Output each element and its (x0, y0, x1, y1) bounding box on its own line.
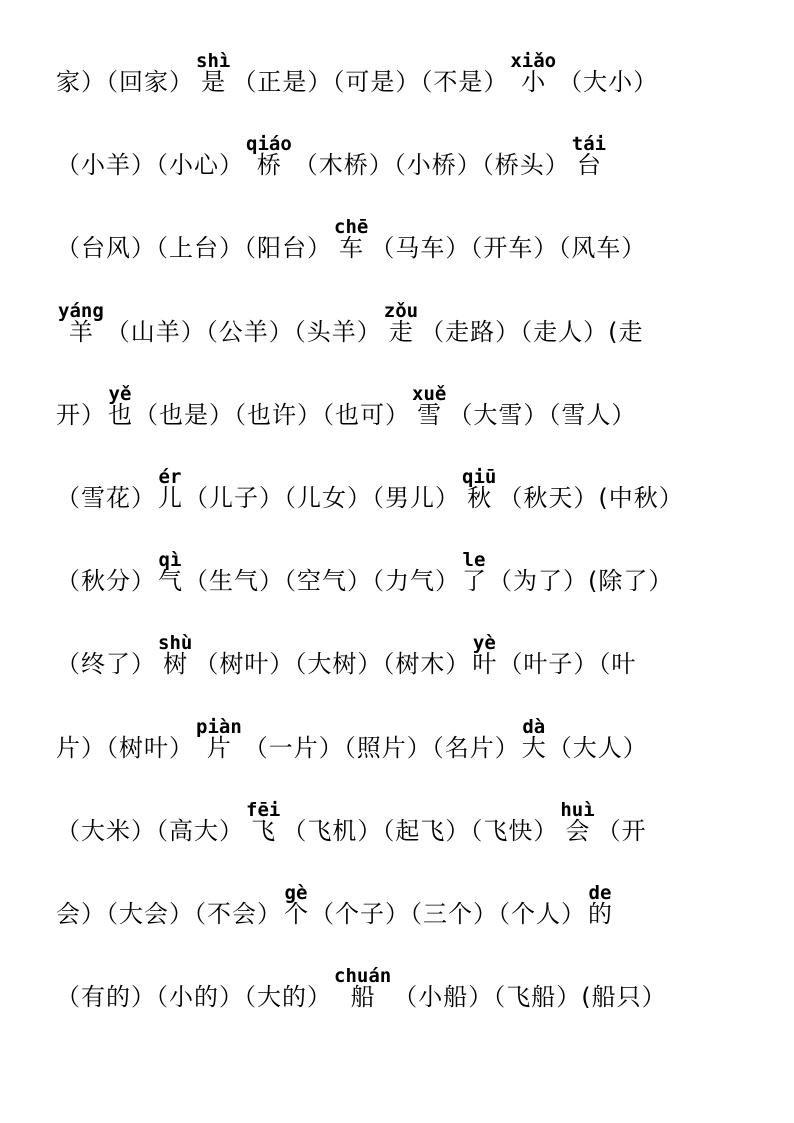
pinyin-character (284, 884, 308, 926)
word-group-text: （大米）（高大） (56, 817, 244, 845)
pinyin-character (572, 135, 606, 177)
pinyin-character (158, 468, 182, 510)
pinyin-label: shì (196, 50, 231, 72)
word-group-text: （小船）（飞船）(船只） (393, 983, 667, 1011)
word-group-text: （秋天）(中秋） (498, 484, 684, 512)
hanzi-character: 车 (339, 234, 364, 262)
word-group-text: （正是）（可是）（不是） (232, 68, 509, 96)
pinyin-character (196, 718, 242, 760)
word-group-text: （大小） (558, 68, 659, 96)
word-group-text: （秋分） (56, 567, 156, 595)
pinyin-label: le (462, 549, 486, 571)
word-group-text: （台风）（上台）（阳台） (56, 234, 332, 262)
word-group-text: （山羊）（公羊）（头羊） (105, 318, 382, 346)
hanzi-character: 的 (588, 900, 612, 928)
pinyin-character (522, 718, 546, 760)
pinyin-label: chuán (334, 965, 392, 987)
hanzi-character: 儿 (158, 484, 182, 512)
vocab-line (56, 300, 776, 346)
hanzi-character: 也 (108, 401, 132, 429)
vocab-line (56, 216, 776, 262)
word-group-text: （飞机）（起飞）（飞快） (282, 817, 559, 845)
word-group-text: （开 (596, 817, 647, 845)
word-group-text: （木桥）（小桥）（桥头） (293, 151, 570, 179)
pinyin-character (462, 551, 486, 593)
word-group-text: （马车）（开车）（风车） (370, 234, 647, 262)
hanzi-character: 走 (388, 318, 413, 346)
word-group-text: （走路）（走人）(走 (420, 318, 644, 346)
pinyin-label: qiū (462, 466, 497, 488)
word-group-text: （叶子）（叶 (498, 650, 637, 678)
pinyin-label: gè (284, 882, 308, 904)
word-group-text: （树叶）（大树）（树木） (194, 650, 471, 678)
hanzi-character: 飞 (251, 817, 276, 845)
hanzi-character: 是 (201, 68, 226, 96)
pinyin-character (196, 52, 230, 94)
pinyin-character (334, 218, 368, 260)
pinyin-label: qì (158, 549, 182, 571)
pinyin-label: huì (560, 799, 595, 821)
word-group-text: 片）（树叶） (56, 734, 194, 762)
hanzi-character: 大 (521, 734, 546, 762)
hanzi-character: 片 (206, 734, 231, 762)
pinyin-character (246, 801, 280, 843)
pinyin-label: ér (158, 466, 182, 488)
word-group-text: （一片）（照片）（名片） (243, 734, 520, 762)
hanzi-character: 气 (158, 567, 182, 595)
word-group-text: （为了）(除了） (488, 567, 674, 595)
word-group-text: 开） (56, 401, 106, 429)
pinyin-character (158, 551, 182, 593)
pinyin-character (334, 967, 391, 1009)
pinyin-label: qiáo (246, 133, 292, 155)
hanzi-character: 个 (284, 900, 308, 928)
pinyin-label: yáng (58, 300, 104, 322)
pinyin-character (472, 634, 496, 676)
vocab-line (56, 549, 776, 595)
pinyin-character (588, 884, 612, 926)
word-group-text: （也是）（也许）（也可） (134, 401, 410, 429)
vocab-line (56, 799, 776, 845)
hanzi-character: 台 (576, 151, 601, 179)
word-group-text: （小羊）（小心） (56, 151, 244, 179)
pinyin-character (158, 634, 192, 676)
word-group-text: （有的）（小的）（大的） (56, 983, 332, 1011)
word-group-text: 家）（回家） (56, 68, 194, 96)
pinyin-label: dà (522, 716, 546, 738)
word-group-text: （大雪）（雪人） (448, 401, 637, 429)
pinyin-character (384, 302, 418, 344)
hanzi-character: 秋 (467, 484, 492, 512)
word-group-text: （生气）（空气）（力气） (184, 567, 460, 595)
vocab-line (56, 632, 776, 678)
word-group-text: （雪花） (56, 484, 156, 512)
hanzi-character: 羊 (68, 318, 93, 346)
vocab-line (56, 133, 776, 179)
pinyin-label: piàn (196, 716, 242, 738)
vocab-line (56, 50, 776, 96)
hanzi-character: 雪 (417, 401, 442, 429)
pinyin-label: shù (158, 632, 193, 654)
word-group-text: （儿子）（儿女）（男儿） (184, 484, 460, 512)
vocab-line (56, 965, 776, 1011)
hanzi-character: 小 (521, 68, 546, 96)
word-group-text: （大人） (547, 734, 648, 762)
pinyin-label: xiǎo (510, 50, 557, 72)
hanzi-character: 船 (350, 983, 375, 1011)
pinyin-label: zǒu (383, 300, 419, 322)
pinyin-label: yě (108, 383, 132, 405)
pinyin-character (412, 385, 446, 427)
hanzi-character: 会 (565, 817, 590, 845)
pinyin-label: chē (334, 216, 369, 238)
word-group-text: （个子）（三个）（个人） (310, 900, 586, 928)
pinyin-character (462, 468, 496, 510)
pinyin-character (108, 385, 132, 427)
pinyin-character (58, 302, 104, 344)
word-group-text: （终了） (56, 650, 156, 678)
hanzi-character: 叶 (472, 650, 497, 678)
vocab-line (56, 882, 776, 928)
pinyin-label: tái (571, 133, 607, 155)
pinyin-label: xuě (412, 383, 447, 405)
vocab-line (56, 716, 776, 762)
pinyin-character (246, 135, 292, 177)
vocab-line (56, 383, 776, 429)
pinyin-label: de (588, 882, 612, 904)
pinyin-label: fēi (246, 799, 281, 821)
pinyin-character (510, 52, 556, 94)
pinyin-label: yè (472, 632, 496, 654)
hanzi-character: 树 (163, 650, 188, 678)
pinyin-character (560, 801, 594, 843)
hanzi-character: 了 (462, 567, 486, 595)
vocab-line (56, 466, 776, 512)
word-group-text: 会）（大会）（不会） (56, 900, 282, 928)
hanzi-character: 桥 (256, 151, 281, 179)
